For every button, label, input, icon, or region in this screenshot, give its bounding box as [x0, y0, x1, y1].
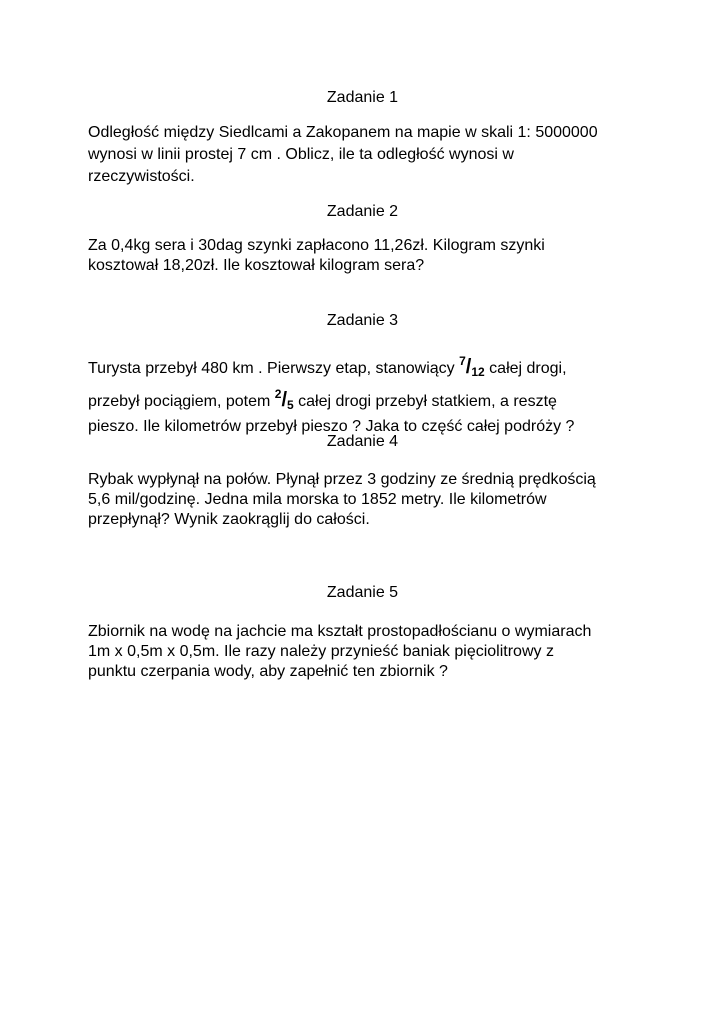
- fraction-1-denominator: 12: [471, 365, 485, 379]
- task-2-line-2: kosztował 18,20zł. Ile kosztował kilogram sera?: [88, 257, 425, 274]
- task-4-heading: Zadanie 4: [326, 433, 399, 450]
- task-5-line-1: Zbiornik na wodę na jachcie ma kształt prostopadłościanu o wymiarach: [88, 623, 592, 640]
- fraction-two-fifths: [274, 387, 294, 412]
- task-3-line-2-end: całej drogi przebył statkiem, a resztę: [293, 393, 557, 410]
- task-4-line-2: 5,6 mil/godzinę. Jedna mila morska to 1852 metry. Ile kilometrów: [88, 491, 547, 508]
- fraction-2-numerator: 2: [274, 387, 282, 401]
- task-1-text: [88, 122, 648, 188]
- task-1-line-1: Odległość między Siedlcami a Zakopanem na mapie w skali 1: 5000000: [88, 124, 598, 141]
- task-4-line-3: przepłynął? Wynik zaokrąglij do całości.: [88, 511, 370, 528]
- task-2-line-1: Za 0,4kg sera i 30dag szynki zapłacono 11,26zł. Kilogram szynki: [88, 237, 545, 254]
- fraction-2-denominator: 5: [287, 398, 294, 412]
- fraction-1-numerator: 7: [459, 354, 466, 368]
- fraction-2-slash: /: [281, 389, 288, 411]
- task-3-line-1-start: Turysta przebył 480 km . Pierwszy etap, stanowiący: [88, 360, 460, 377]
- task-1-heading: Zadanie 1: [326, 89, 399, 106]
- task-2-text: [88, 236, 648, 276]
- task-3-line-1-end: całej drogi,: [484, 360, 567, 377]
- fraction-seven-twelfths: [459, 354, 485, 379]
- task-3-line-3: pieszo. Ile kilometrów przebył pieszo ? Jaka to część całej podróży ?: [88, 418, 575, 435]
- task-3-line-2: [88, 383, 648, 416]
- task-3-heading: Zadanie 3: [326, 312, 399, 329]
- task-3-line-1: [88, 350, 648, 383]
- task-1-line-2: wynosi w linii prostej 7 cm . Oblicz, ile ta odległość wynosi w: [88, 146, 514, 163]
- task-3-line-2-start: przebył pociągiem, potem: [88, 393, 275, 410]
- fraction-1-slash: /: [465, 356, 472, 378]
- task-4-text: [88, 470, 648, 530]
- task-1-line-3: rzeczywistości.: [88, 168, 195, 185]
- task-5-line-2: 1m x 0,5m x 0,5m. Ile razy należy przynieść baniak pięciolitrowy z: [88, 643, 554, 660]
- task-5-line-3: punktu czerpania wody, aby zapełnić ten zbiornik ?: [88, 663, 448, 680]
- task-5-heading: Zadanie 5: [326, 584, 399, 601]
- task-2-heading: Zadanie 2: [326, 203, 399, 220]
- task-3-text: [88, 350, 648, 438]
- task-4-line-1: Rybak wypłynął na połów. Płynął przez 3 godziny ze średnią prędkością: [88, 471, 596, 488]
- task-5-text: [88, 622, 648, 682]
